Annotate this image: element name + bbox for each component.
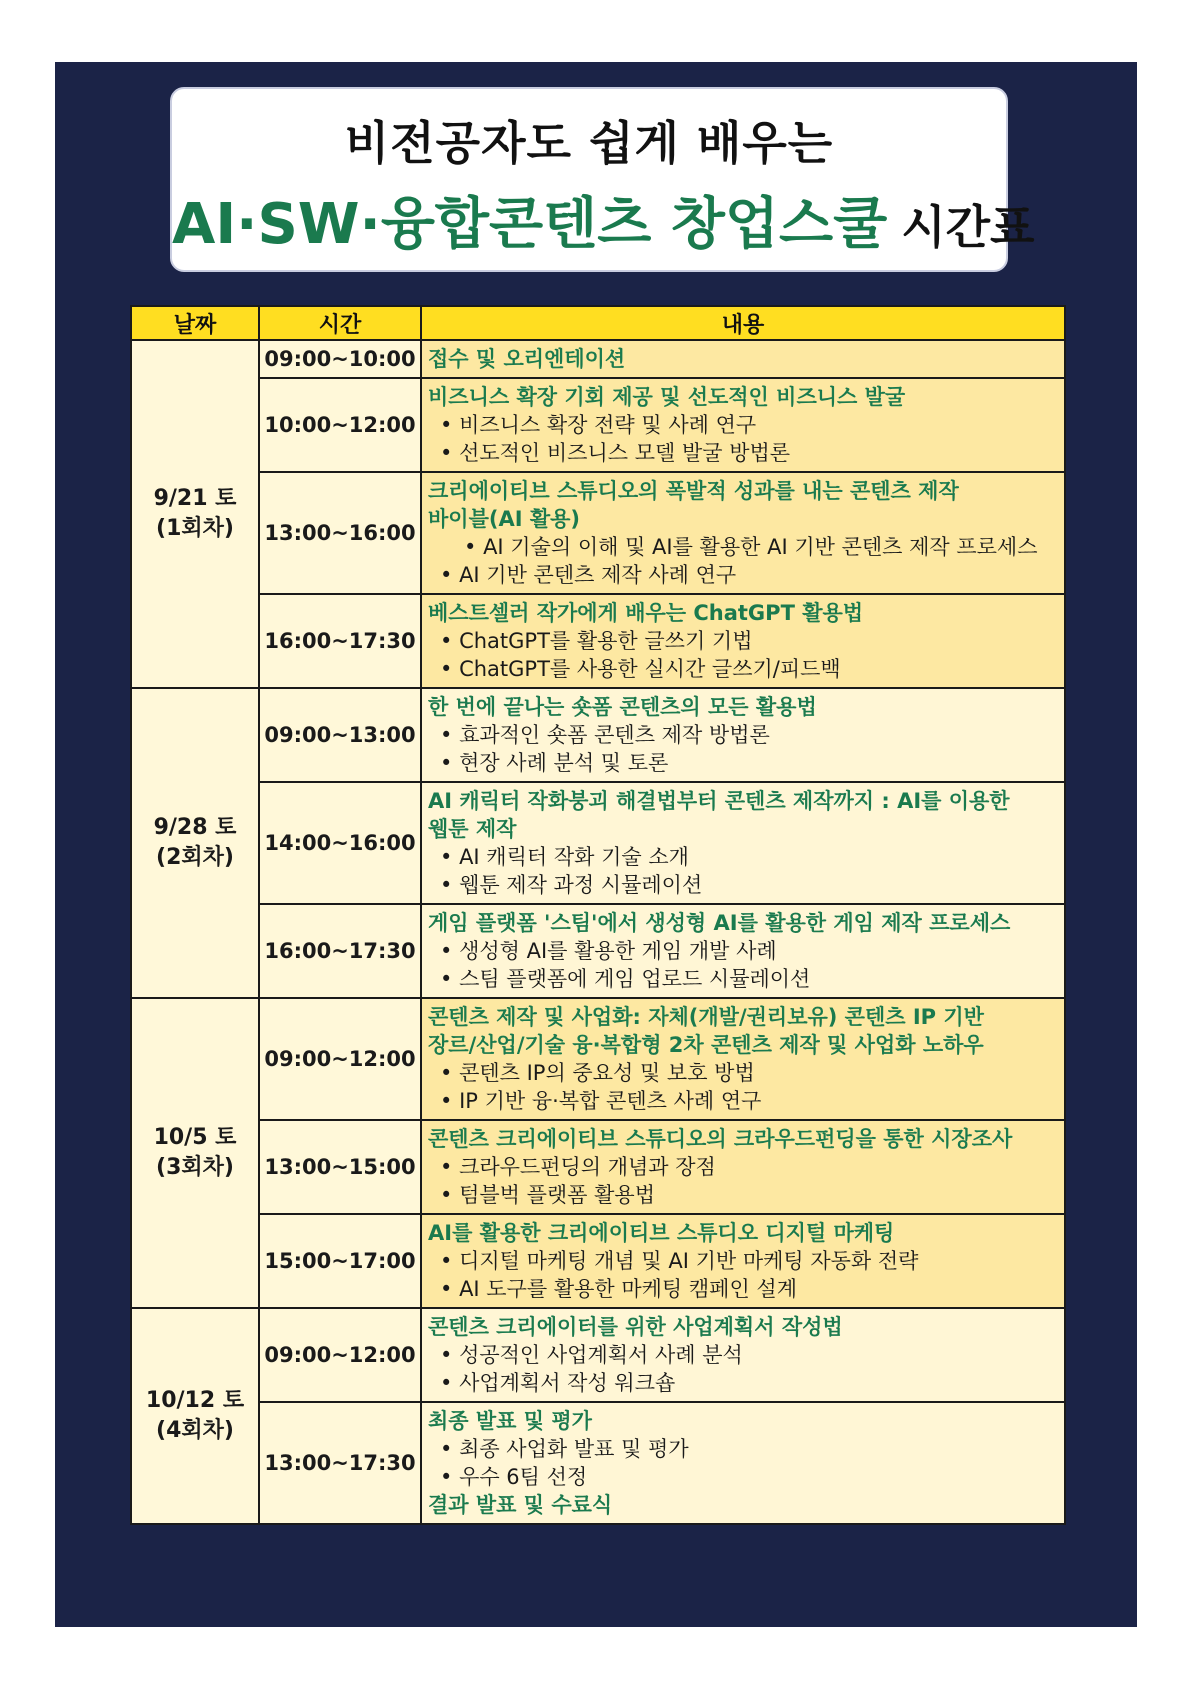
content-cell bbox=[421, 904, 1065, 998]
title-box bbox=[170, 87, 1035, 272]
session-footer: 결과 발표 및 수료식 bbox=[428, 1493, 613, 1517]
bullet-item: • AI 캐릭터 작화 기술 소개 bbox=[428, 843, 1058, 871]
date-label: 9/21 토 bbox=[153, 486, 237, 511]
session-title: 장르/산업/기술 융·복합형 2차 콘텐츠 제작 및 사업화 노하우 bbox=[428, 1033, 984, 1057]
bullet-item: • 생성형 AI를 활용한 게임 개발 사례 bbox=[428, 937, 1058, 965]
bullet-item: • 최종 사업화 발표 및 평가 bbox=[428, 1435, 1058, 1463]
table-row bbox=[131, 782, 1065, 904]
table-row bbox=[131, 378, 1065, 472]
session-title: 한 번에 끝나는 숏폼 콘텐츠의 모든 활용법 bbox=[428, 695, 817, 719]
header-content: 내용 bbox=[421, 306, 1065, 340]
table-row bbox=[131, 688, 1065, 782]
session-label: (4회차) bbox=[156, 1418, 234, 1443]
time-cell: 09:00~13:00 bbox=[259, 688, 421, 782]
bullet-item: • 크라우드펀딩의 개념과 장점 bbox=[428, 1153, 1058, 1181]
bullet-item: • 디지털 마케팅 개념 및 AI 기반 마케팅 자동화 전략 bbox=[428, 1247, 1058, 1275]
bullet-item: • 콘텐츠 IP의 중요성 및 보호 방법 bbox=[428, 1059, 1058, 1087]
time-cell: 15:00~17:00 bbox=[259, 1214, 421, 1308]
time-cell: 16:00~17:30 bbox=[259, 904, 421, 998]
session-title: 비즈니스 확장 기회 제공 및 선도적인 비즈니스 발굴 bbox=[428, 385, 906, 409]
title-line1: 비전공자도 쉽게 배우는 bbox=[344, 116, 834, 170]
bullet-item: • AI 기반 콘텐츠 제작 사례 연구 bbox=[428, 561, 1058, 589]
header-time: 시간 bbox=[259, 306, 421, 340]
content-cell bbox=[421, 472, 1065, 594]
date-label: 10/12 토 bbox=[145, 1388, 245, 1413]
table-row bbox=[131, 340, 1065, 378]
time-cell: 09:00~12:00 bbox=[259, 1308, 421, 1402]
table-row bbox=[131, 472, 1065, 594]
bullet-item: • 텀블벅 플랫폼 활용법 bbox=[428, 1181, 1058, 1209]
bullet-item: • 선도적인 비즈니스 모델 발굴 방법론 bbox=[428, 439, 1058, 467]
time-cell: 10:00~12:00 bbox=[259, 378, 421, 472]
content-cell bbox=[421, 998, 1065, 1120]
time-cell: 13:00~17:30 bbox=[259, 1402, 421, 1524]
bullet-item: • 효과적인 숏폼 콘텐츠 제작 방법론 bbox=[428, 721, 1058, 749]
table-row bbox=[131, 998, 1065, 1120]
date-cell bbox=[131, 340, 259, 688]
session-title: AI 캐릭터 작화붕괴 해결법부터 콘텐츠 제작까지 : AI를 이용한 bbox=[428, 789, 1010, 813]
session-title: 바이블(AI 활용) bbox=[428, 507, 581, 531]
table-header-row bbox=[131, 306, 1065, 340]
time-cell: 09:00~12:00 bbox=[259, 998, 421, 1120]
content-cell bbox=[421, 688, 1065, 782]
session-title: AI를 활용한 크리에이티브 스튜디오 디지털 마케팅 bbox=[428, 1221, 895, 1245]
title-line2 bbox=[172, 189, 1035, 274]
session-label: (3회차) bbox=[156, 1155, 234, 1180]
session-title: 콘텐츠 크리에이티브 스튜디오의 크라우드펀딩을 통한 시장조사 bbox=[428, 1127, 1013, 1151]
content-cell bbox=[421, 782, 1065, 904]
table-row bbox=[131, 594, 1065, 688]
bullet-item: • IP 기반 융·복합 콘텐츠 사례 연구 bbox=[428, 1087, 1058, 1115]
table-row bbox=[131, 1214, 1065, 1308]
header-date: 날짜 bbox=[131, 306, 259, 340]
session-label: (2회차) bbox=[156, 845, 234, 870]
content-cell bbox=[421, 1402, 1065, 1524]
bullet-item: • ChatGPT를 활용한 글쓰기 기법 bbox=[428, 627, 1058, 655]
bullet-item: • 우수 6팀 선정 bbox=[428, 1463, 1058, 1491]
time-cell: 09:00~10:00 bbox=[259, 340, 421, 378]
session-title: 크리에이티브 스튜디오의 폭발적 성과를 내는 콘텐츠 제작 bbox=[428, 479, 959, 503]
content-cell bbox=[421, 594, 1065, 688]
title-highlight: AI·SW·융합콘텐츠 창업스쿨 bbox=[172, 192, 888, 257]
time-cell: 16:00~17:30 bbox=[259, 594, 421, 688]
content-cell bbox=[421, 1308, 1065, 1402]
date-cell bbox=[131, 1308, 259, 1524]
session-title: 접수 및 오리엔테이션 bbox=[428, 347, 626, 371]
time-cell: 13:00~15:00 bbox=[259, 1120, 421, 1214]
session-title: 최종 발표 및 평가 bbox=[428, 1409, 592, 1433]
date-label: 9/28 토 bbox=[153, 815, 237, 840]
time-cell: 14:00~16:00 bbox=[259, 782, 421, 904]
table-row bbox=[131, 1308, 1065, 1402]
session-title: 베스트셀러 작가에게 배우는 ChatGPT 활용법 bbox=[428, 601, 864, 625]
content-cell bbox=[421, 378, 1065, 472]
session-title: 게임 플랫폼 '스팀'에서 생성형 AI를 활용한 게임 제작 프로세스 bbox=[428, 911, 1011, 935]
title-suffix: 시간표 bbox=[901, 200, 1035, 254]
table-row bbox=[131, 1402, 1065, 1524]
session-label: (1회차) bbox=[156, 516, 234, 541]
bullet-item: • 비즈니스 확장 전략 및 사례 연구 bbox=[428, 411, 1058, 439]
bullet-item: • 성공적인 사업계획서 사례 분석 bbox=[428, 1341, 1058, 1369]
date-label: 10/5 토 bbox=[153, 1125, 237, 1150]
bullet-item: • 사업계획서 작성 워크숍 bbox=[428, 1369, 1058, 1397]
timetable bbox=[130, 305, 1066, 1525]
date-cell bbox=[131, 688, 259, 998]
content-cell bbox=[421, 340, 1065, 378]
bullet-item: • AI 기술의 이해 및 AI를 활용한 AI 기반 콘텐츠 제작 프로세스 bbox=[428, 533, 1058, 561]
table-row bbox=[131, 904, 1065, 998]
bullet-item: • 웹툰 제작 과정 시뮬레이션 bbox=[428, 871, 1058, 899]
date-cell bbox=[131, 998, 259, 1308]
bullet-item: • ChatGPT를 사용한 실시간 글쓰기/피드백 bbox=[428, 655, 1058, 683]
content-cell bbox=[421, 1214, 1065, 1308]
session-title: 웹툰 제작 bbox=[428, 817, 517, 841]
bullet-item: • 현장 사례 분석 및 토론 bbox=[428, 749, 1058, 777]
content-cell bbox=[421, 1120, 1065, 1214]
bullet-item: • AI 도구를 활용한 마케팅 캠페인 설계 bbox=[428, 1275, 1058, 1303]
session-title: 콘텐츠 크리에이터를 위한 사업계획서 작성법 bbox=[428, 1315, 843, 1339]
bullet-item: • 스팀 플랫폼에 게임 업로드 시뮬레이션 bbox=[428, 965, 1058, 993]
time-cell: 13:00~16:00 bbox=[259, 472, 421, 594]
session-title: 콘텐츠 제작 및 사업화: 자체(개발/권리보유) 콘텐츠 IP 기반 bbox=[428, 1005, 984, 1029]
table-row bbox=[131, 1120, 1065, 1214]
